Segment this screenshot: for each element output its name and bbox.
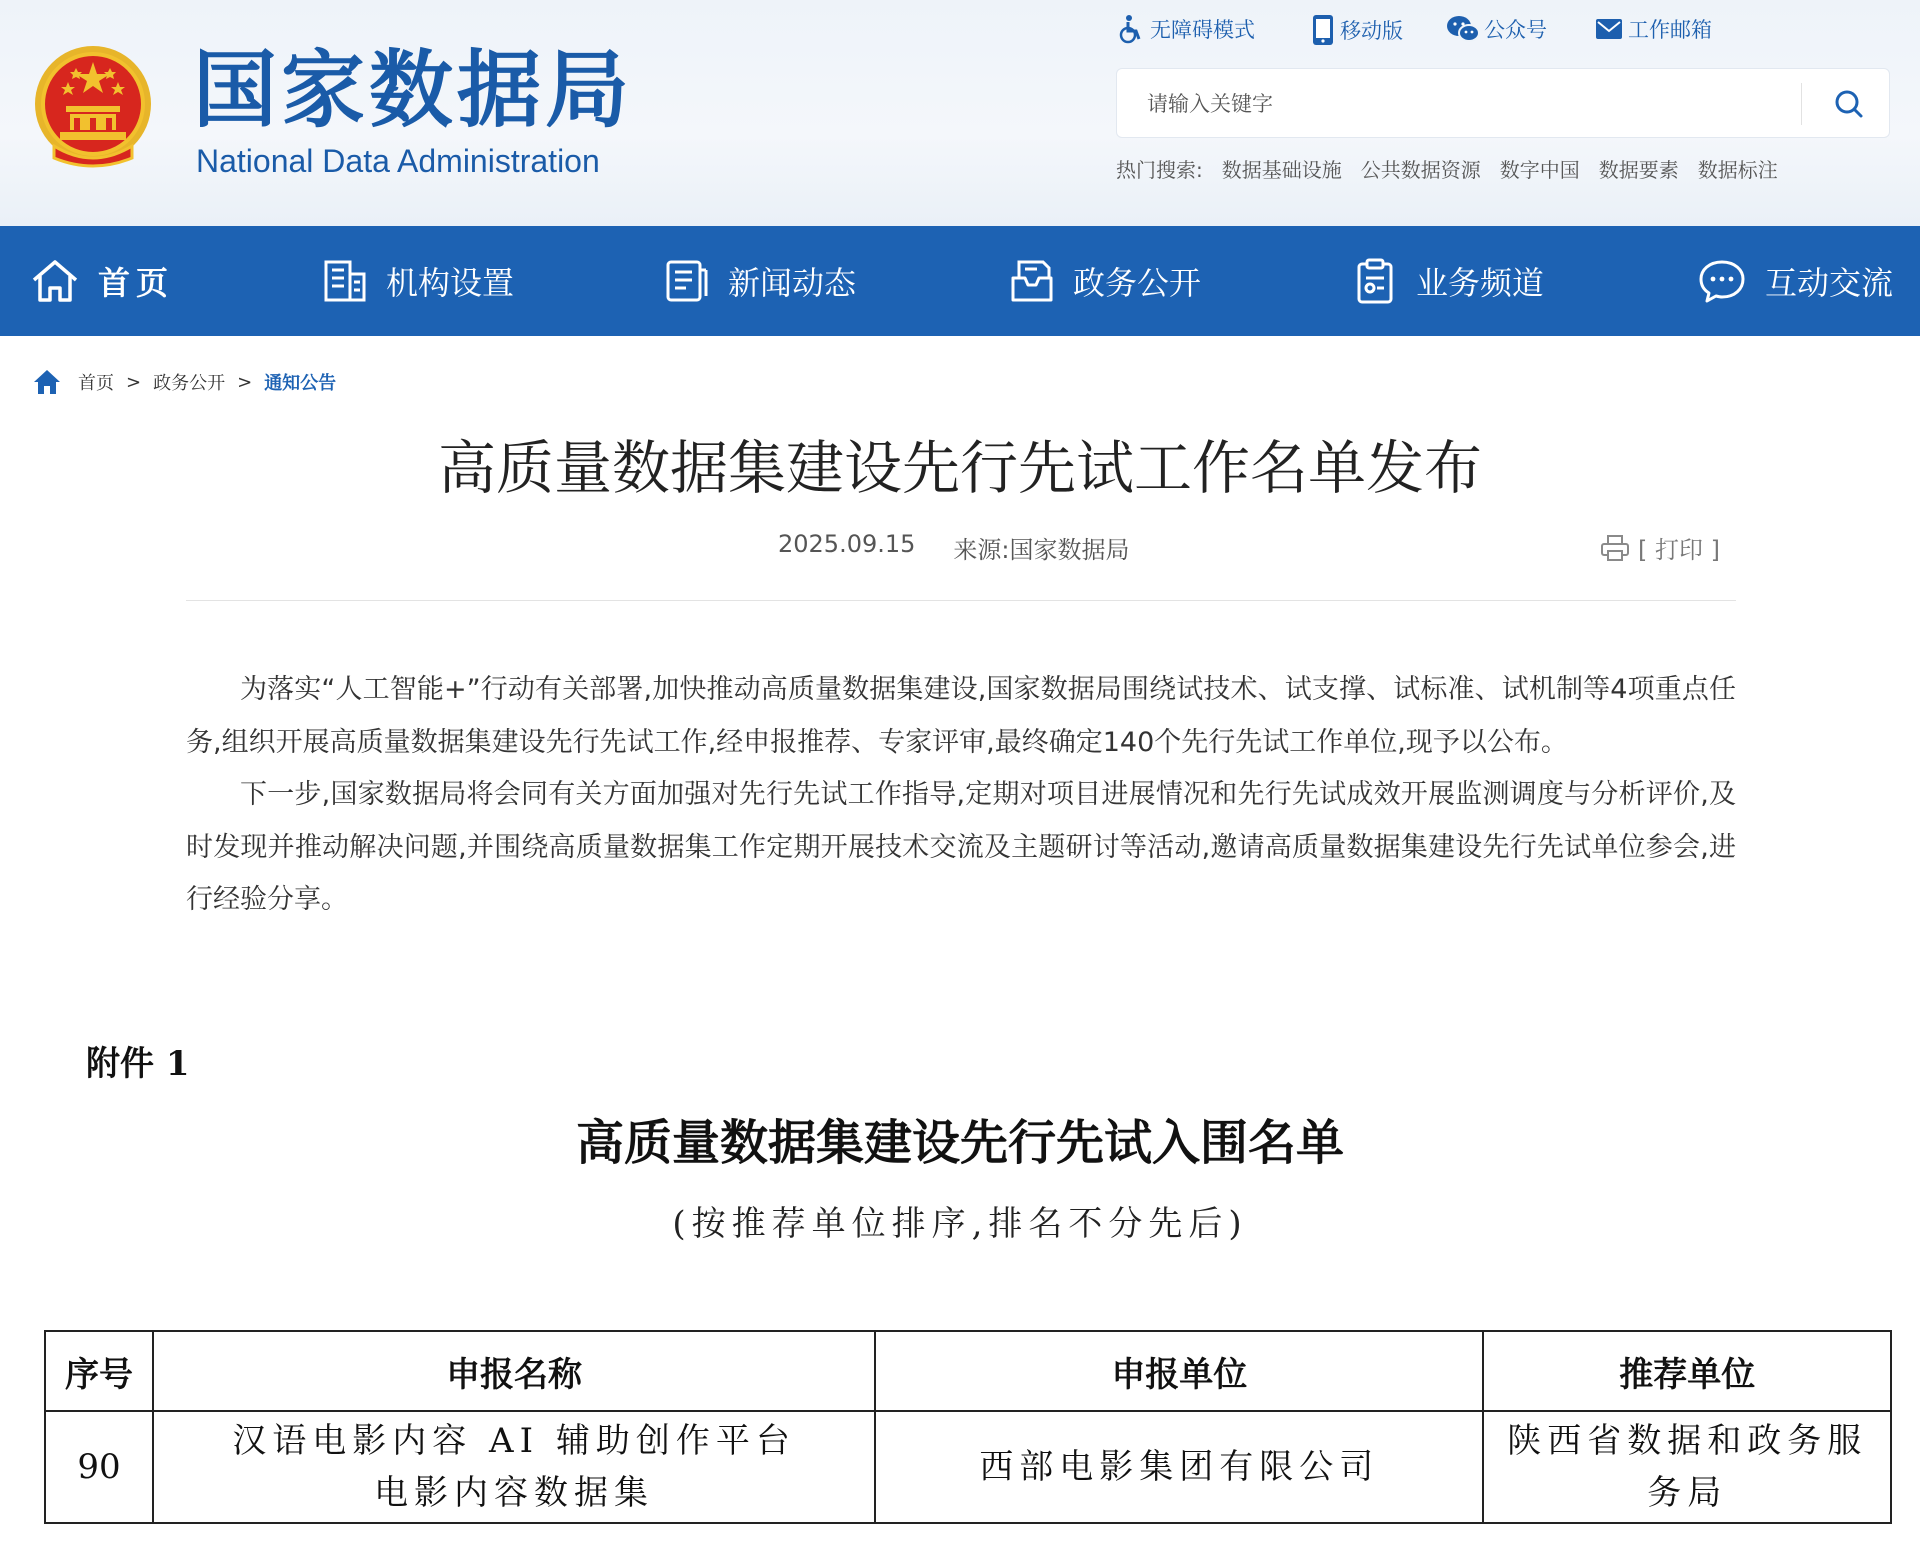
table-header-row	[45, 1331, 1891, 1411]
document-tray-icon	[1009, 258, 1055, 304]
printer-icon	[1600, 534, 1630, 562]
wechat-icon	[1446, 14, 1480, 44]
hot-search-label: 热门搜索:	[1116, 158, 1203, 182]
national-emblem-icon	[30, 42, 156, 174]
hot-search-item[interactable]: 数据标注	[1697, 158, 1778, 182]
newspaper-icon	[664, 258, 710, 304]
search-input[interactable]	[1147, 81, 1797, 127]
building-icon	[322, 258, 368, 304]
home-icon	[32, 368, 62, 396]
hot-search-item[interactable]: 数据基础设施	[1221, 158, 1342, 182]
table-cell: 陕西省数据和政务服务局	[1483, 1411, 1891, 1523]
wechat-account-link[interactable]	[1446, 14, 1547, 44]
column-header: 推荐单位	[1483, 1331, 1891, 1411]
roster-table	[44, 1330, 1892, 1524]
table-row	[45, 1411, 1891, 1523]
search-icon	[1834, 89, 1864, 119]
nav-item-organization[interactable]	[322, 226, 514, 336]
accessibility-mode-label: 无障碍模式	[1150, 18, 1255, 42]
nav-item-label: 业务频道	[1416, 264, 1545, 302]
breadcrumb-separator: >	[237, 371, 253, 393]
nav-item-label: 首页	[98, 264, 175, 302]
site-subtitle: National Data Administration	[196, 143, 600, 179]
work-email-label: 工作邮箱	[1628, 18, 1712, 42]
main-nav	[0, 226, 1920, 336]
search-button[interactable]	[1817, 79, 1881, 129]
hot-search-item[interactable]: 数字中国	[1499, 158, 1580, 182]
wheelchair-icon	[1116, 14, 1146, 44]
table-cell: 汉语电影内容 AI 辅助创作平台电影内容数据集	[153, 1411, 875, 1523]
hot-searches	[1116, 154, 1778, 183]
nav-item-label: 互动交流	[1765, 264, 1894, 302]
print-label: [ 打印 ]	[1638, 536, 1720, 564]
mobile-version-label: 移动版	[1340, 19, 1403, 43]
attachment-subtitle: (按推荐单位排序,排名不分先后)	[672, 1204, 1248, 1244]
article-body	[186, 664, 1736, 927]
nav-item-business-channel[interactable]	[1352, 226, 1544, 336]
nav-item-news[interactable]	[664, 226, 856, 336]
search-divider	[1801, 83, 1802, 125]
clipboard-icon	[1352, 258, 1398, 304]
search-box	[1116, 68, 1890, 138]
mobile-version-link[interactable]	[1310, 14, 1403, 46]
table-cell: 西部电影集团有限公司	[875, 1411, 1483, 1523]
breadcrumb-government-affairs[interactable]: 政务公开	[153, 373, 226, 394]
chat-bubble-icon	[1697, 258, 1747, 304]
breadcrumb-notices[interactable]: 通知公告	[264, 373, 337, 394]
hot-search-item[interactable]: 数据要素	[1598, 158, 1679, 182]
home-icon	[30, 258, 80, 304]
nav-item-label: 新闻动态	[728, 264, 857, 302]
mail-icon	[1594, 15, 1624, 43]
article-paragraph: 为落实“人工智能+”行动有关部署,加快推动高质量数据集建设,国家数据局围绕试技术、试支撑、试标准、试机制等4项重点任务,组织开展高质量数据集建设先行先试工作,经申报推荐、专家评审,最终确定140个先行先试工作单位,现予以公布。	[186, 674, 1736, 758]
hot-search-item[interactable]: 公共数据资源	[1360, 158, 1481, 182]
wechat-account-label: 公众号	[1484, 18, 1547, 42]
attachment-title: 高质量数据集建设先行先试入围名单	[575, 1115, 1344, 1171]
nav-item-home[interactable]	[30, 226, 174, 336]
table-cell: 90	[45, 1411, 153, 1523]
article-paragraph: 下一步,国家数据局将会同有关方面加强对先行先试工作指导,定期对项目进展情况和先行先试成效开展监测调度与分析评价,及时发现并推动解决问题,并围绕高质量数据集工作定期开展技术交流及主题研讨等活动,邀请高质量数据集建设先行先试单位参会,进行经验分享。	[186, 779, 1736, 915]
print-button[interactable]	[1600, 530, 1720, 565]
breadcrumb	[32, 368, 336, 396]
accessibility-mode-link[interactable]	[1116, 14, 1255, 44]
site-title[interactable]: 国家数据局	[193, 41, 634, 139]
publish-date: 2025.09.15	[778, 530, 916, 558]
column-header: 序号	[45, 1331, 153, 1411]
breadcrumb-home[interactable]: 首页	[78, 373, 114, 394]
nav-item-label: 政务公开	[1073, 264, 1202, 302]
site-header	[0, 0, 1920, 226]
article-title: 高质量数据集建设先行先试工作名单发布	[437, 434, 1482, 502]
nav-item-government-affairs[interactable]	[1009, 226, 1201, 336]
breadcrumb-separator: >	[126, 371, 142, 393]
attachment-label: 附件 1	[86, 1044, 190, 1084]
nav-item-interaction[interactable]	[1697, 226, 1893, 336]
mobile-phone-icon	[1310, 14, 1336, 46]
divider	[186, 600, 1736, 601]
article-meta	[778, 530, 1130, 565]
column-header: 申报单位	[875, 1331, 1483, 1411]
work-email-link[interactable]	[1594, 14, 1712, 44]
nav-item-label: 机构设置	[386, 264, 515, 302]
column-header: 申报名称	[153, 1331, 875, 1411]
article-source: 来源:国家数据局	[953, 536, 1130, 564]
